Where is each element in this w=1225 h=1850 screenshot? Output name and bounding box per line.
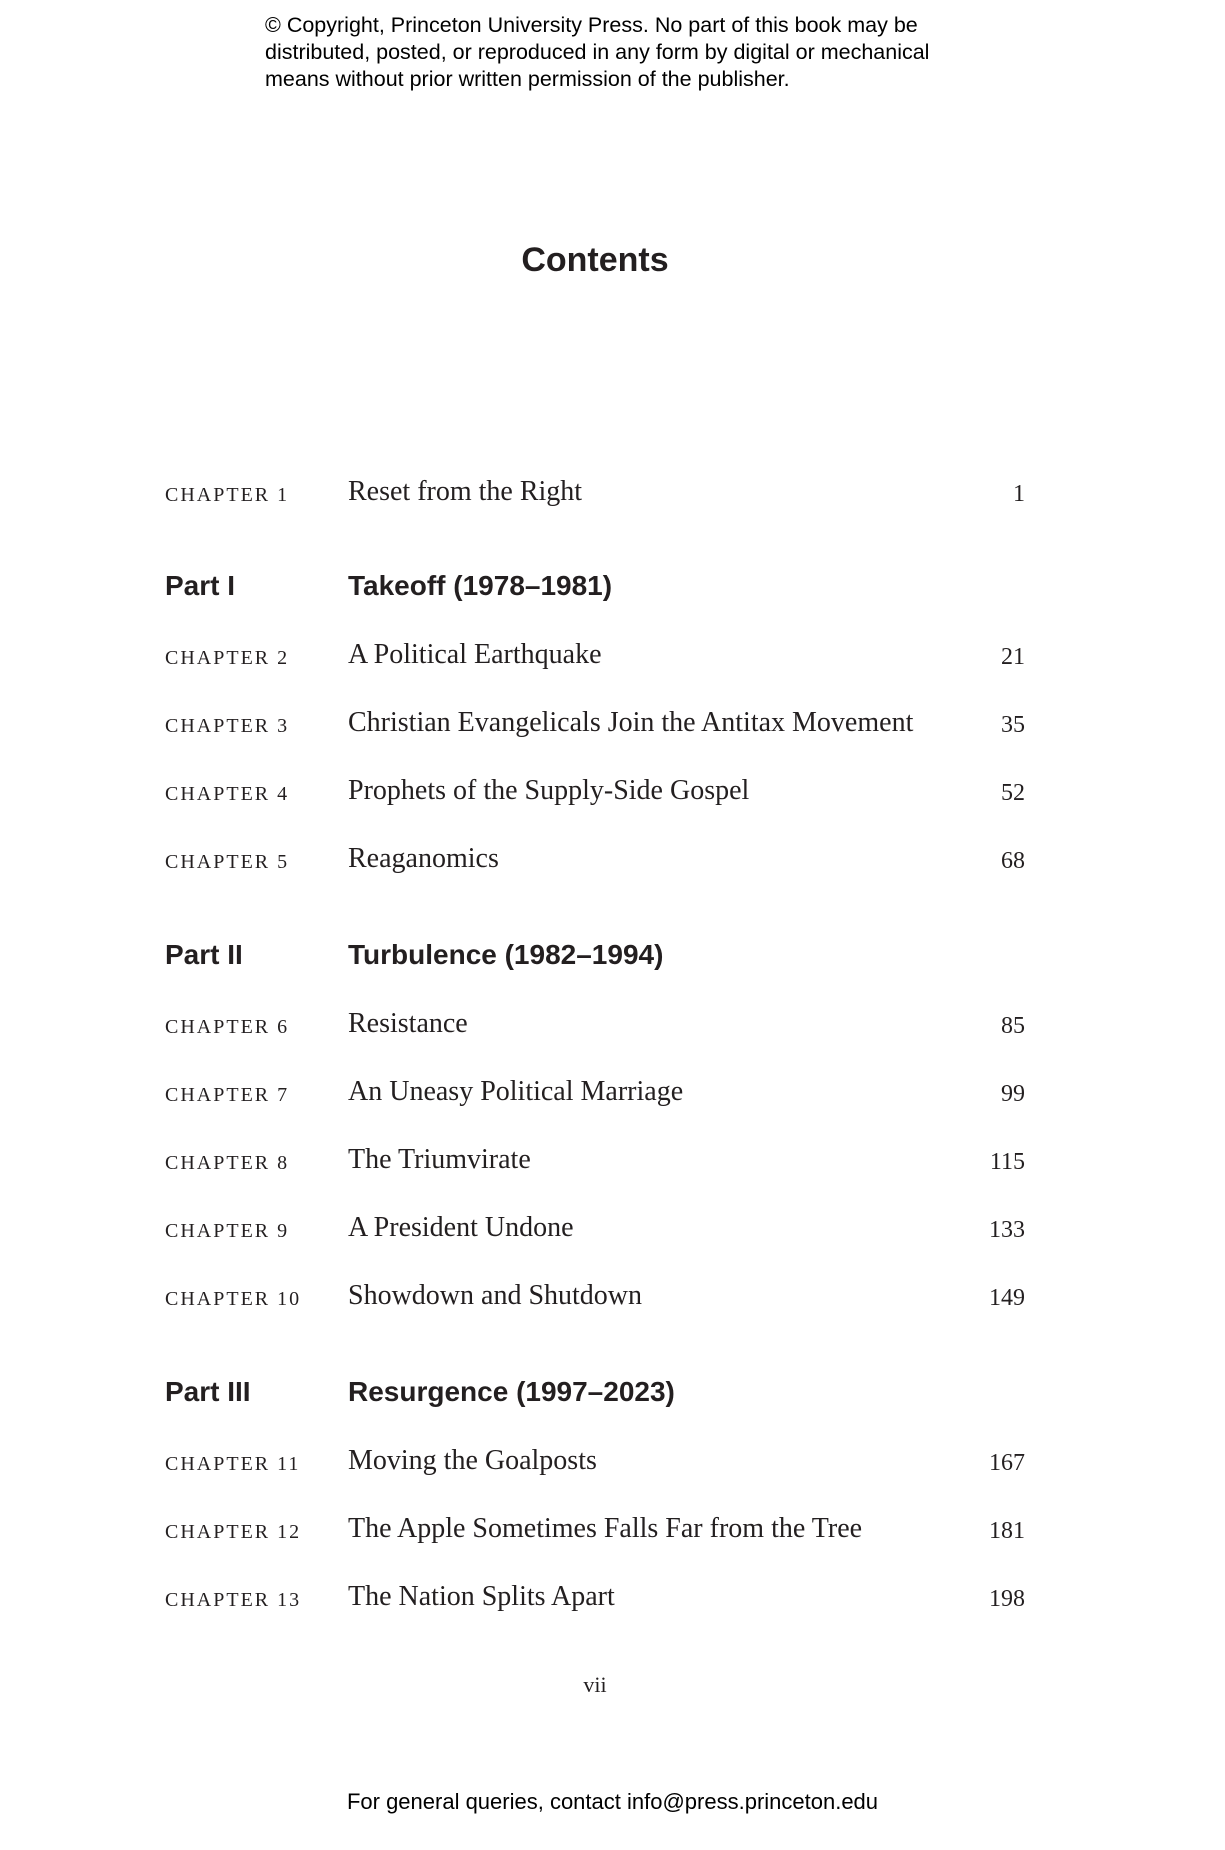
chapter-title: Showdown and Shutdown — [348, 1280, 643, 1311]
page-number: 115 — [989, 1149, 1025, 1175]
page-number: 133 — [989, 1217, 1025, 1243]
chapter-title: An Uneasy Political Marriage — [348, 1076, 684, 1107]
chapter-label: CHAPTER 3 — [165, 715, 290, 737]
chapter-title: A Political Earthquake — [348, 639, 602, 670]
page-folio: vii — [583, 1672, 607, 1697]
toc-chapter-entry — [165, 1439, 1025, 1507]
toc-chapter-entry — [165, 1507, 1025, 1575]
chapter-label: CHAPTER 6 — [165, 1016, 290, 1038]
part-label: Part III — [165, 1376, 251, 1407]
chapter-label: CHAPTER 13 — [165, 1589, 302, 1611]
page-number: 167 — [989, 1450, 1025, 1476]
chapter-label: CHAPTER 2 — [165, 647, 290, 669]
toc-part-heading — [165, 562, 1025, 633]
chapter-label: CHAPTER 1 — [165, 484, 290, 506]
toc-chapter-entry — [165, 1002, 1025, 1070]
chapter-title: Reaganomics — [348, 843, 499, 874]
chapter-title: The Triumvirate — [348, 1144, 531, 1175]
chapter-label: CHAPTER 9 — [165, 1220, 290, 1242]
page-number: 52 — [1001, 780, 1025, 806]
chapter-title: Reset from the Right — [348, 476, 583, 507]
page-number: 85 — [1001, 1013, 1025, 1039]
toc-chapter-entry — [165, 633, 1025, 701]
page-number: 21 — [1001, 644, 1025, 670]
toc-chapter-entry — [165, 1575, 1025, 1643]
chapter-label: CHAPTER 11 — [165, 1453, 301, 1475]
chapter-label: CHAPTER 7 — [165, 1084, 290, 1106]
toc-chapter-entry — [165, 470, 1025, 538]
contact-footer: For general queries, contact info@press.princeton.edu — [346, 1789, 879, 1814]
page-title: Contents — [521, 241, 669, 279]
chapter-label: CHAPTER 4 — [165, 783, 290, 805]
chapter-title: Christian Evangelicals Join the Antitax Movement — [348, 707, 914, 738]
chapter-title: The Nation Splits Apart — [348, 1581, 615, 1612]
toc-chapter-entry — [165, 1070, 1025, 1138]
part-title: Turbulence (1982–1994) — [348, 939, 664, 970]
chapter-title: Prophets of the Supply-Side Gospel — [348, 775, 750, 806]
toc-part-heading — [165, 931, 1025, 1002]
chapter-title: Moving the Goalposts — [348, 1445, 597, 1476]
chapter-title: Resistance — [348, 1008, 468, 1039]
toc-chapter-entry — [165, 769, 1025, 837]
part-title: Takeoff (1978–1981) — [348, 570, 613, 601]
page-number: 99 — [1001, 1081, 1025, 1107]
chapter-title: The Apple Sometimes Falls Far from the Tree — [348, 1513, 863, 1544]
page-number: 68 — [1001, 848, 1025, 874]
part-label: Part II — [165, 939, 243, 970]
chapter-label: CHAPTER 5 — [165, 851, 290, 873]
toc-chapter-entry — [165, 701, 1025, 769]
page-number: 181 — [989, 1518, 1025, 1544]
part-title: Resurgence (1997–2023) — [348, 1376, 675, 1407]
toc-chapter-entry — [165, 837, 1025, 905]
page-number: 149 — [989, 1285, 1025, 1311]
table-of-contents — [165, 470, 1025, 1643]
toc-chapter-entry — [165, 1138, 1025, 1206]
part-label: Part I — [165, 570, 236, 601]
chapter-title: A President Undone — [348, 1212, 574, 1243]
page-number: 1 — [1013, 481, 1025, 507]
page-number: 35 — [1001, 712, 1025, 738]
toc-part-heading — [165, 1368, 1025, 1439]
chapter-label: CHAPTER 12 — [165, 1521, 302, 1543]
copyright-notice: © Copyright, Princeton University Press. No part of this book may be distributed, posted, or reproduced in any form by digital or mechanical means without prior written permission of the publisher. — [265, 13, 930, 91]
chapter-label: CHAPTER 10 — [165, 1288, 302, 1310]
chapter-label: CHAPTER 8 — [165, 1152, 290, 1174]
toc-chapter-entry — [165, 1206, 1025, 1274]
page-number: 198 — [989, 1586, 1025, 1612]
toc-chapter-entry — [165, 1274, 1025, 1342]
